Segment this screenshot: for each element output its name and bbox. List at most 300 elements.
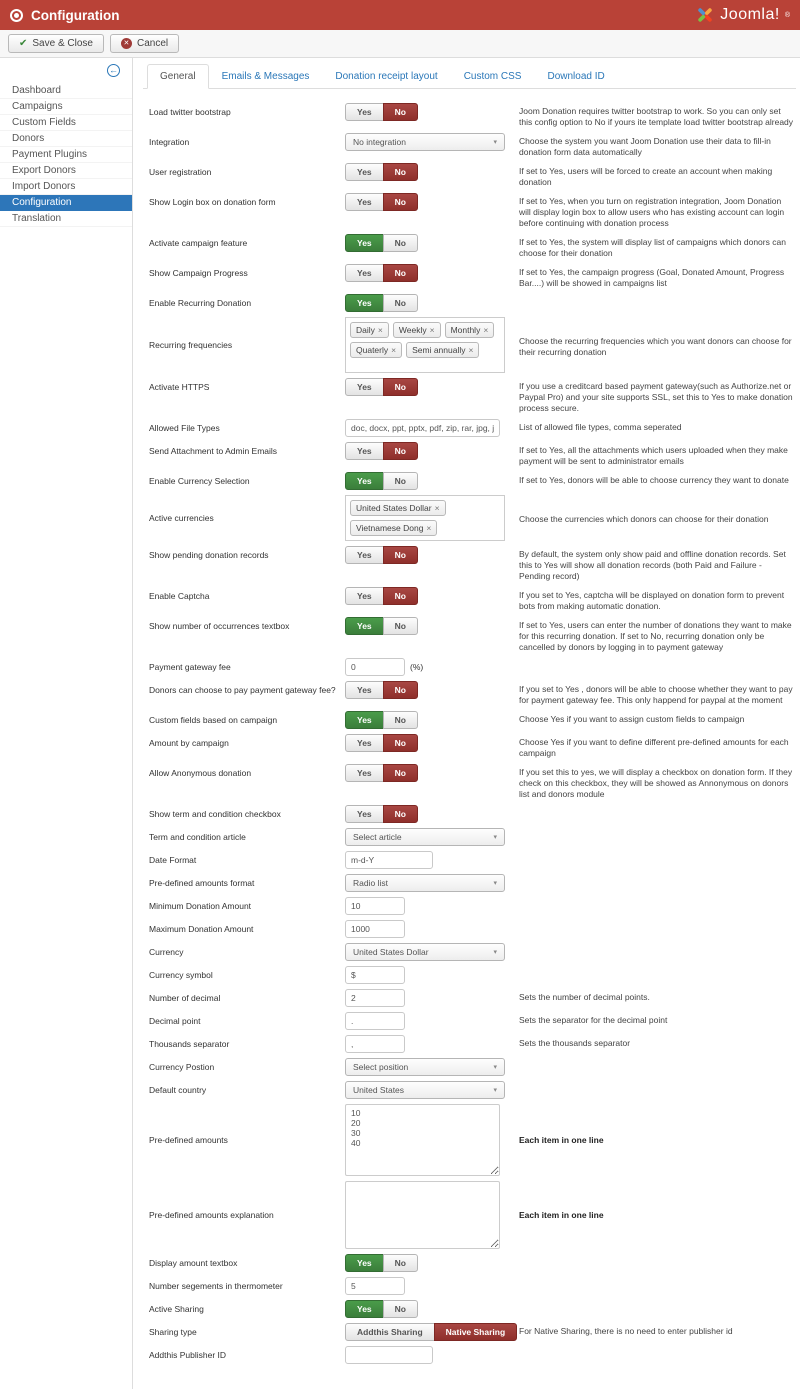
form-row [149,1181,796,1249]
select-value: Select position [353,1062,409,1072]
page-header [0,0,800,30]
field-control [345,658,513,676]
field-description [513,1058,796,1061]
field-control [345,264,513,282]
input-currency-symbol[interactable] [345,966,405,984]
select-value: United States [353,1085,405,1095]
toggle-group-enable-currency-selection [345,472,418,490]
tag-label: Quaterly [356,345,389,355]
tag-item [350,342,402,358]
field-control [345,681,513,699]
field-label-integration: Integration [149,137,190,147]
field-label-payment-gateway-fee: Payment gateway fee [149,662,231,672]
field-control [345,617,513,635]
page-title-group [10,8,119,23]
tag-label: Daily [356,325,375,335]
input-allowed-file-types[interactable] [345,419,500,437]
tab-custom-css[interactable]: Custom CSS [463,71,522,82]
field-description: If you set this to yes, we will display a checkbox on donation form. If they check on this checkbox, they will be showed as Annonymous on donors list and donors module [519,767,793,799]
sidebar-item-donors[interactable]: Donors [0,131,132,147]
field-label-show-pending-donation-records: Show pending donation records [149,550,269,560]
form-row [149,617,796,653]
form-row [149,711,796,729]
tag-input-recurring-frequencies[interactable] [345,317,505,373]
toggle-option-yes[interactable]: Yes [345,294,384,312]
field-description [513,851,796,854]
field-control [345,193,513,211]
input-maximum-donation-amount[interactable] [345,920,405,938]
toggle-option-no[interactable]: No [383,234,418,252]
toggle-option-yes[interactable]: Yes [345,234,384,252]
field-description [513,1300,796,1303]
toggle-option-no[interactable]: No [383,103,418,121]
field-label-enable-recurring-donation: Enable Recurring Donation [149,298,252,308]
registered-mark: ® [784,11,790,19]
tag-item [406,342,479,358]
field-description [513,966,796,969]
form-row [149,495,796,541]
field-description [513,920,796,923]
toggle-option-yes[interactable]: Yes [345,546,384,564]
toggle-option-yes[interactable]: Yes [345,617,384,635]
field-description: If set to Yes, users can enter the number of donations they want to make for this recurring donation. If set to No, recurring donation only be cancelled by donors by logging in to payment gateway [519,620,792,652]
cancel-button[interactable] [110,34,179,53]
select-value: United States Dollar [353,947,429,957]
form-row [149,943,796,961]
toggle-option-no[interactable]: No [383,546,418,564]
form-row [149,193,796,229]
toggle-option-yes[interactable]: Yes [345,264,384,282]
field-label-term-and-condition-article: Term and condition article [149,832,246,842]
field-description: If set to Yes, the system will display list of campaigns which donors can choose for their donation [519,237,786,258]
field-description [513,658,796,661]
toggle-group-user-registration [345,163,418,181]
tab-general[interactable]: General [147,64,209,89]
tag-item [350,322,389,338]
form-row [149,1277,796,1295]
field-label-pre-defined-amounts-format: Pre-defined amounts format [149,878,255,888]
content-layout [0,58,800,1389]
field-description: If you set to Yes, captcha will be displayed on donation form to prevent bots from making automatic donation. [519,590,785,611]
field-label-addthis-publisher-id: Addthis Publisher ID [149,1350,227,1360]
toggle-group-enable-captcha [345,587,418,605]
field-label-sharing-type: Sharing type [149,1327,197,1337]
toggle-option-yes[interactable]: Yes [345,103,384,121]
form-row [149,378,796,414]
toggle-group-allow-anonymous-donation [345,764,418,782]
input-date-format[interactable] [345,851,433,869]
tag-item [393,322,441,338]
tab-bar [143,64,796,89]
field-label-activate-campaign-feature: Activate campaign feature [149,238,248,248]
toggle-option-addthis-sharing[interactable]: Addthis Sharing [345,1323,435,1341]
toggle-option-no[interactable]: No [383,193,418,211]
toggle-group-custom-fields-based-on-campaign [345,711,418,729]
field-label-recurring-frequencies: Recurring frequencies [149,340,233,350]
tab-emails-messages[interactable]: Emails & Messages [221,71,310,82]
field-label-currency: Currency [149,947,184,957]
field-label-user-registration: User registration [149,167,212,177]
toggle-group-show-pending-donation-records [345,546,418,564]
tag-input-active-currencies[interactable] [345,495,505,541]
field-control [345,1346,513,1364]
toggle-option-no[interactable]: No [383,294,418,312]
field-control [345,442,513,460]
chevron-down-icon: ▾ [493,139,497,146]
tag-label: Semi annually [412,345,466,355]
field-control [345,966,513,984]
form-row [149,966,796,984]
field-description: Sets the thousands separator [519,1038,631,1048]
toggle-option-no[interactable]: No [383,734,418,752]
toggle-option-no[interactable]: No [383,711,418,729]
form-row [149,103,796,128]
field-control [345,764,513,782]
field-control [345,1323,513,1341]
field-control [345,1058,513,1076]
field-label-minimum-donation-amount: Minimum Donation Amount [149,901,252,911]
field-description: Choose the system you want Joom Donation use their data to fill-in donation form data automatically [519,136,771,157]
toggle-group-enable-recurring-donation [345,294,418,312]
field-description [513,1277,796,1280]
main-panel [133,58,800,1389]
field-control [345,294,513,312]
sidebar-item-custom-fields[interactable]: Custom Fields [0,115,132,131]
tag-remove-icon[interactable]: × [377,325,383,335]
field-description [513,1346,796,1349]
field-label-show-login-box-on-donation-form: Show Login box on donation form [149,197,276,207]
field-label-display-amount-textbox: Display amount textbox [149,1258,238,1268]
select-currency[interactable] [345,943,505,961]
select-value: No integration [353,137,406,147]
tag-item [445,322,495,338]
form-row [149,234,796,259]
field-description [513,897,796,900]
field-description [513,943,796,946]
form-row [149,133,796,158]
toggle-option-no[interactable]: No [383,442,418,460]
field-control [345,546,513,564]
sidebar-item-import-donors[interactable]: Import Donors [0,179,132,195]
field-description [513,805,796,808]
joomla-logo-text: Joomla! [720,6,780,23]
field-label-send-attachment-to-admin-emails: Send Attachment to Admin Emails [149,446,278,456]
field-control [345,163,513,181]
form-row [149,264,796,289]
toggle-group-activate-https [345,378,418,396]
chevron-down-icon: ▾ [493,880,497,887]
toggle-option-no[interactable]: No [383,163,418,181]
tab-download-id[interactable]: Download ID [547,71,605,82]
toggle-option-yes[interactable]: Yes [345,193,384,211]
cancel-label: Cancel [136,38,169,49]
form-row [149,874,796,892]
toggle-option-yes[interactable]: Yes [345,764,384,782]
field-label-enable-currency-selection: Enable Currency Selection [149,476,250,486]
field-control [345,1081,513,1099]
form-row [149,1081,796,1099]
field-control [345,472,513,490]
toggle-option-native-sharing[interactable]: Native Sharing [434,1323,518,1341]
form-row [149,546,796,582]
form-row [149,805,796,823]
toggle-group-show-campaign-progress [345,264,418,282]
toggle-option-no[interactable]: No [383,587,418,605]
field-label-enable-captcha: Enable Captcha [149,591,210,601]
field-label-allowed-file-types: Allowed File Types [149,423,220,433]
sidebar-item-payment-plugins[interactable]: Payment Plugins [0,147,132,163]
toggle-option-no[interactable]: No [383,264,418,282]
component-icon [10,9,23,22]
field-description [513,828,796,831]
field-description: If set to Yes, donors will be able to choose currency they want to donate [519,475,789,485]
chevron-down-icon: ▾ [493,949,497,956]
field-control [345,103,513,121]
field-control [345,587,513,605]
field-label-number-of-decimal: Number of decimal [149,993,221,1003]
toggle-option-no[interactable]: No [383,805,418,823]
sidebar-item-export-donors[interactable]: Export Donors [0,163,132,179]
field-description: Sets the number of decimal points. [519,992,650,1002]
tag-label: United States Dollar [356,503,432,513]
field-label-donors-can-choose-to-pay-payment-gateway-fee: Donors can choose to pay payment gateway fee? [149,685,336,695]
form-row [149,442,796,467]
field-control [345,1181,513,1249]
toggle-option-no[interactable]: No [383,472,418,490]
form-row [149,419,796,437]
field-control [345,1035,513,1053]
field-control [345,378,513,396]
form-row [149,851,796,869]
field-label-custom-fields-based-on-campaign: Custom fields based on campaign [149,715,278,725]
form-row [149,897,796,915]
field-description: Joom Donation requires twitter bootstrap to work. So you can only set this config option to No if yours ite template load twitter bootstrap already [519,106,794,127]
toggle-option-no[interactable]: No [383,764,418,782]
field-label-pre-defined-amounts: Pre-defined amounts [149,1135,228,1145]
sidebar-item-configuration[interactable]: Configuration [0,195,132,211]
select-value: Select article [353,832,402,842]
field-description: If you set to Yes , donors will be able to choose whether they want to pay for payment gateway fee. This only happend for paypal at the moment [519,684,793,705]
tag-remove-icon[interactable]: × [468,345,474,355]
toggle-option-no[interactable]: No [383,617,418,635]
toggle-option-yes[interactable]: Yes [345,734,384,752]
field-control [345,943,513,961]
field-control [345,828,513,846]
toggle-option-no[interactable]: No [383,1300,418,1318]
field-label-date-format: Date Format [149,855,197,865]
toggle-group-amount-by-campaign [345,734,418,752]
input-suffix: (%) [410,662,424,672]
input-number-of-decimal[interactable] [345,989,405,1007]
field-control [345,133,513,151]
field-label-decimal-point: Decimal point [149,1016,201,1026]
form-row [149,1012,796,1030]
tag-remove-icon[interactable]: × [434,503,440,513]
toggle-option-yes[interactable]: Yes [345,587,384,605]
save-close-button[interactable] [8,34,104,53]
form-row [149,989,796,1007]
chevron-down-icon: ▾ [493,1087,497,1094]
field-description [513,1081,796,1084]
sidebar-menu [0,83,132,227]
field-control [345,234,513,252]
field-description: Choose Yes if you want to define different pre-defined amounts for each campaign [519,737,789,758]
toggle-option-no[interactable]: No [383,378,418,396]
field-label-active-currencies: Active currencies [149,513,214,523]
toggle-group-send-attachment-to-admin-emails [345,442,418,460]
input-payment-gateway-fee[interactable] [345,658,405,676]
tab-donation-receipt-layout[interactable]: Donation receipt layout [335,71,438,82]
field-description [513,294,796,297]
chevron-down-icon: ▾ [493,834,497,841]
field-description: If set to Yes, when you turn on registration integration, Joom Donation will display login box to allow users who has existing account can login before continuing with donation process [519,196,785,228]
field-description: If you use a creditcard based payment gateway(such as Authorize.net or Paypal Pro) and your site supports SSL, set this to Yes to make donation process secure. [519,381,793,413]
field-control [345,419,513,437]
field-label-activate-https: Activate HTTPS [149,382,210,392]
toggle-option-yes[interactable]: Yes [345,378,384,396]
form-row [149,734,796,759]
cancel-circle-icon: ✕ [121,38,132,49]
toggle-option-yes[interactable]: Yes [345,805,384,823]
toggle-group-load-twitter-bootstrap [345,103,418,121]
field-description: If set to Yes, users will be forced to create an account when making donation [519,166,773,187]
form-row [149,472,796,490]
form-row [149,1254,796,1272]
toggle-option-yes[interactable]: Yes [345,1300,384,1318]
field-control [345,1104,513,1176]
field-control [345,989,513,1007]
input-number-segements-in-thermometer[interactable] [345,1277,405,1295]
field-description [513,874,796,877]
field-label-default-country: Default country [149,1085,207,1095]
input-decimal-point[interactable] [345,1012,405,1030]
input-minimum-donation-amount[interactable] [345,897,405,915]
form-row [149,828,796,846]
toggle-group-display-amount-textbox [345,1254,418,1272]
toggle-option-yes[interactable]: Yes [345,163,384,181]
tag-label: Monthly [450,325,481,335]
toggle-option-no[interactable]: No [383,1254,418,1272]
page-title: Configuration [31,7,120,23]
toggle-group-activate-campaign-feature [345,234,418,252]
toggle-option-yes[interactable]: Yes [345,1254,384,1272]
chevron-down-icon: ▾ [493,1064,497,1071]
tag-remove-icon[interactable]: × [426,523,432,533]
field-control [345,874,513,892]
field-control [345,734,513,752]
toggle-group-sharing-type [345,1323,517,1341]
form-row [149,1323,796,1341]
check-icon: ✔ [19,38,28,49]
field-label-allow-anonymous-donation: Allow Anonymous donation [149,768,252,778]
toggle-group-show-term-and-condition-checkbox [345,805,418,823]
form-row [149,317,796,373]
field-control [345,851,513,869]
tag-remove-icon[interactable]: × [483,325,489,335]
form-row [149,1058,796,1076]
toggle-group-active-sharing [345,1300,418,1318]
sidebar-item-dashboard[interactable]: Dashboard [0,83,132,99]
field-label-number-segements-in-thermometer: Number segements in thermometer [149,1281,283,1291]
input-addthis-publisher-id[interactable] [345,1346,433,1364]
form-row [149,294,796,312]
field-control [345,897,513,915]
toggle-option-yes[interactable]: Yes [345,472,384,490]
field-description: Each item in one line [519,1134,604,1145]
field-description: Sets the separator for the decimal point [519,1015,668,1025]
select-currency-postion[interactable] [345,1058,505,1076]
field-label-currency-symbol: Currency symbol [149,970,213,980]
textarea-pre-defined-amounts[interactable] [345,1104,500,1176]
config-form [143,89,796,1364]
field-description: Choose the currencies which donors can choose for their donation [519,514,769,524]
form-row [149,1346,796,1364]
field-description: Choose Yes if you want to assign custom fields to campaign [519,714,745,724]
field-description [513,1254,796,1257]
field-label-show-campaign-progress: Show Campaign Progress [149,268,248,278]
form-row [149,920,796,938]
joomla-logo-icon [695,5,715,25]
field-control [345,920,513,938]
joomla-logo [695,5,790,25]
toggle-option-no[interactable]: No [383,681,418,699]
sidebar-item-campaigns[interactable]: Campaigns [0,99,132,115]
field-control [345,805,513,823]
save-close-label: Save & Close [32,38,93,49]
collapse-sidebar-icon[interactable]: ← [109,65,118,75]
select-term-and-condition-article[interactable] [345,828,505,846]
field-description: For Native Sharing, there is no need to enter publisher id [519,1326,733,1336]
tag-label: Vietnamese Dong [356,523,424,533]
field-control [345,1012,513,1030]
tag-label: Weekly [398,325,427,335]
toggle-option-yes[interactable]: Yes [345,681,384,699]
tag-remove-icon[interactable]: × [391,345,397,355]
textarea-pre-defined-amounts-explanation[interactable] [345,1181,500,1249]
toggle-group-show-number-of-occurrences-textbox [345,617,418,635]
toggle-option-yes[interactable]: Yes [345,442,384,460]
form-row [149,1300,796,1318]
tag-item [350,520,437,536]
field-control [345,317,513,373]
tag-remove-icon[interactable]: × [429,325,435,335]
form-row [149,1035,796,1053]
field-description: Choose the recurring frequencies which you want donors can choose for their recurring donation [519,335,792,357]
field-control [345,1254,513,1272]
sidebar-item-translation[interactable]: Translation [0,211,132,227]
form-row [149,1104,796,1176]
toggle-group-donors-can-choose-to-pay-payment-gateway-fee [345,681,418,699]
select-pre-defined-amounts-format[interactable] [345,874,505,892]
select-integration[interactable] [345,133,505,151]
field-control [345,711,513,729]
field-label-pre-defined-amounts-explanation: Pre-defined amounts explanation [149,1210,274,1220]
toggle-option-yes[interactable]: Yes [345,711,384,729]
field-label-show-number-of-occurrences-textbox: Show number of occurrences textbox [149,621,290,631]
select-value: Radio list [353,878,388,888]
input-thousands-separator[interactable] [345,1035,405,1053]
field-label-currency-postion: Currency Postion [149,1062,215,1072]
form-row [149,764,796,800]
form-row [149,658,796,676]
select-default-country[interactable] [345,1081,505,1099]
field-control [345,1300,513,1318]
field-label-active-sharing: Active Sharing [149,1304,204,1314]
sidebar [0,58,133,1389]
field-description: Each item in one line [519,1209,604,1220]
field-label-maximum-donation-amount: Maximum Donation Amount [149,924,254,934]
field-label-load-twitter-bootstrap: Load twitter bootstrap [149,107,231,117]
